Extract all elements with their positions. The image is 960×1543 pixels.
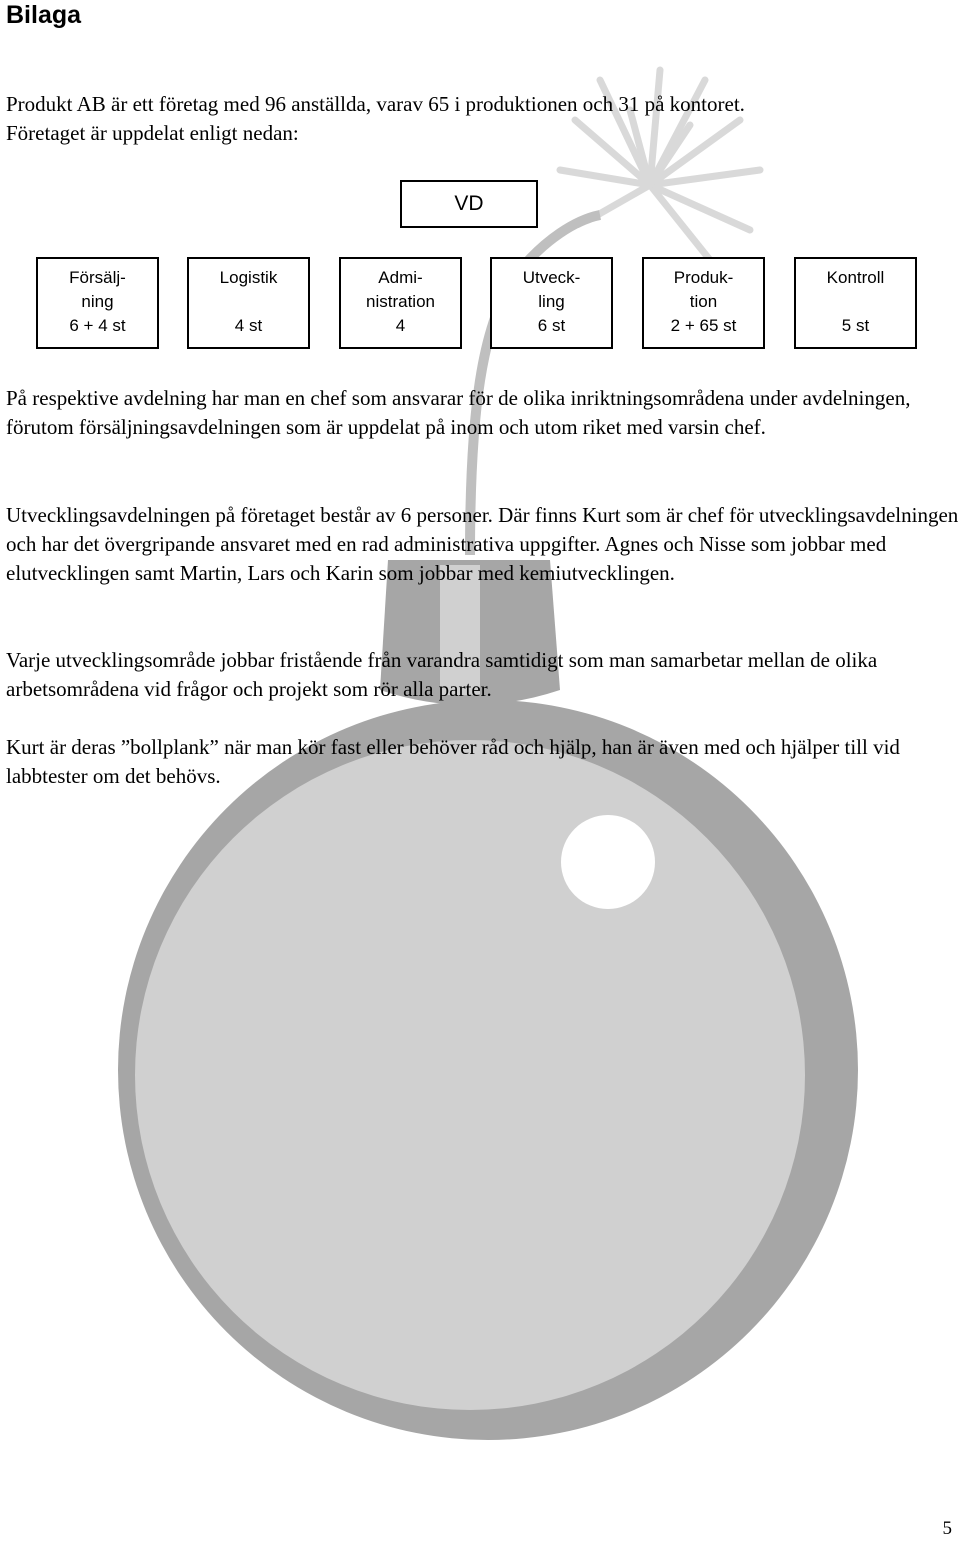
org-box-development: [490, 257, 613, 349]
body-paragraph-1: På respektive avdelning har man en chef som ansvarar för de olika inriktningsområdena under avdelningen, förutom försäljningsavdelningen som är uppdelat på inom och utom riket med varsin chef.: [6, 386, 911, 439]
dept-line-1: Försälj-: [69, 268, 126, 287]
dept-line-1: Kontroll: [826, 268, 885, 287]
intro-line-2: Företaget är uppdelat enligt nedan:: [6, 121, 299, 145]
org-box-sales: [36, 257, 159, 349]
dept-line-3: 2 + 65 st: [670, 316, 737, 335]
org-box-administration: [339, 257, 462, 349]
org-box-vd: VD: [400, 180, 538, 228]
dept-line-1: Utveck-: [522, 268, 581, 287]
dept-line-2: ning: [81, 292, 114, 311]
dept-line-2: ling: [538, 292, 565, 311]
dept-line-2: [796, 290, 915, 314]
body-paragraph-3: Varje utvecklingsområde jobbar fristående från varandra samtidigt som man samarbetar mellan de olika arbetsområdena vid frågor och projekt som rör alla parter.: [6, 648, 878, 701]
dept-line-3: 6 + 4 st: [69, 316, 126, 335]
dept-line-3: 5 st: [841, 316, 870, 335]
body-paragraph-4: Kurt är deras ”bollplank” när man kör fast eller behöver råd och hjälp, han är även med och hjälper till vid labbtester om det behövs.: [6, 735, 900, 788]
intro-paragraph: [6, 90, 960, 148]
dept-line-3: 6 st: [537, 316, 566, 335]
org-box-production: [642, 257, 765, 349]
org-box-logistics: [187, 257, 310, 349]
dept-line-3: 4: [395, 316, 406, 335]
dept-line-1: Admi-: [378, 268, 423, 287]
dept-line-2: nistration: [366, 292, 435, 311]
page-number: 5: [942, 1518, 952, 1539]
page-heading: Bilaga: [6, 1, 82, 29]
dept-line-2: tion: [689, 292, 718, 311]
org-box-control: [794, 257, 917, 349]
body-paragraph-2: Utvecklingsavdelningen på företaget består av 6 personer. Där finns Kurt som är chef för utvecklingsavdelningen och har det övergripande ansvaret med en rad administrativa uppgifter. Agnes och Nisse som jobbar med elutvecklingen samt Martin, Lars och Karin som jobbar med kemiutvecklingen.: [6, 503, 959, 585]
dept-line-3: 4 st: [234, 316, 263, 335]
dept-line-1: Logistik: [219, 268, 278, 287]
dept-line-1: Produk-: [673, 268, 734, 287]
intro-line-1: Produkt AB är ett företag med 96 anställda, varav 65 i produktionen och 31 på kontoret.: [6, 92, 745, 116]
dept-line-2: [189, 290, 308, 314]
